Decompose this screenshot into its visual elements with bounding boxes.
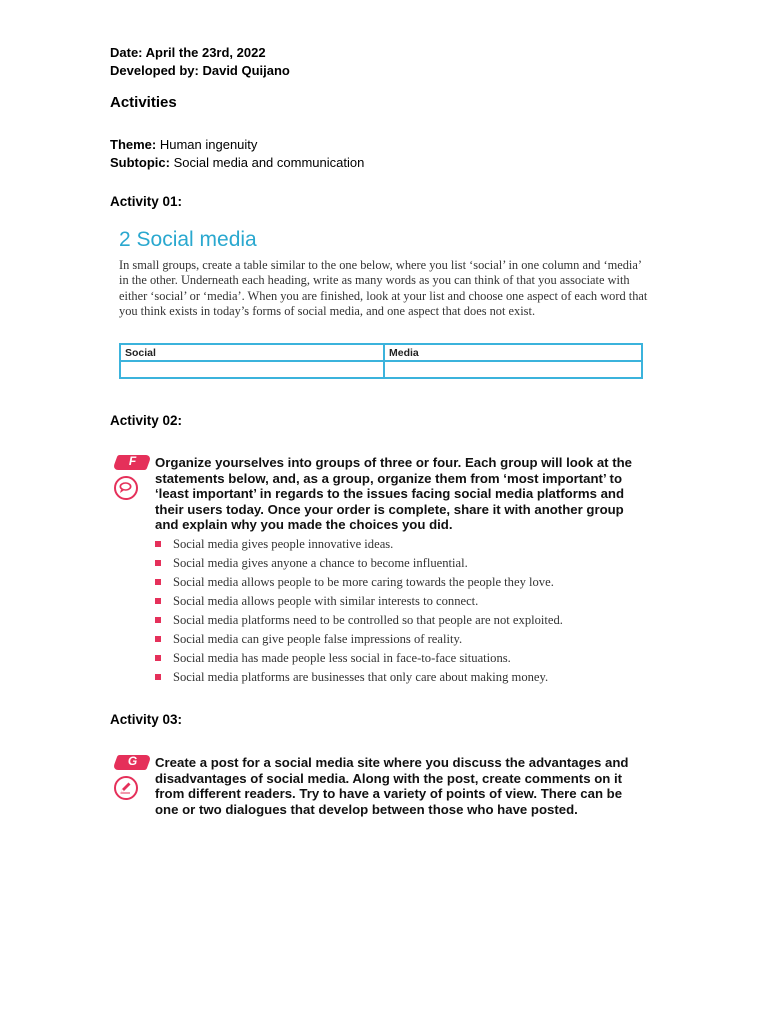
list-item: Social media allows people to be more caring towards the people they love.: [155, 574, 563, 593]
bullet-square-icon: [155, 579, 161, 585]
list-item: Social media allows people with similar interests to connect.: [155, 593, 563, 612]
social-media-table: [119, 343, 643, 379]
bullet-square-icon: [155, 598, 161, 604]
list-item: Social media has made people less social in face-to-face situations.: [155, 650, 563, 669]
social-media-title: 2 Social media: [119, 228, 257, 251]
list-item: Social media gives anyone a chance to become influential.: [155, 555, 563, 574]
activity-f-badge: [112, 455, 151, 470]
bullet-square-icon: [155, 636, 161, 642]
table-header-row: [120, 344, 642, 361]
table-header-media: Media: [384, 344, 642, 361]
subtopic-value: Social media and communication: [173, 155, 365, 170]
activity-03-instructions: Create a post for a social media site where you discuss the advantages and disadvantages of social media. Along with the post, create comments on it from different readers. Try to have a variety of points of view. There can be one or two dialogues that develop between those who have posted.: [155, 755, 629, 817]
activity-01-heading: Activity 01:: [110, 194, 183, 209]
bullet-square-icon: [155, 541, 161, 547]
subtopic-line: [110, 154, 364, 171]
badge-letter-f: F: [128, 454, 137, 468]
theme-value: Human ingenuity: [159, 137, 258, 152]
activity-01-body: In small groups, create a table similar to the one below, where you list ‘social’ in one column and ‘media’ in the other. Underneath each heading, write as many words as you can think of that you associate with either ‘social’ or ‘media’. When you are finished, look at your list and choose one aspect of each word that you think exists in today’s forms of social media, and one aspect that does not exist.: [119, 258, 648, 319]
bullet-square-icon: [155, 674, 161, 680]
badge-letter-g: G: [127, 754, 138, 768]
date-line: Date: April the 23rd, 2022: [110, 45, 266, 60]
table-row: [120, 361, 642, 378]
bullet-square-icon: [155, 560, 161, 566]
table-cell-empty: [120, 361, 384, 378]
activities-title: Activities: [110, 94, 177, 111]
table-cell-empty: [384, 361, 642, 378]
speech-bubble-icon: [114, 476, 138, 500]
list-item: Social media gives people innovative ideas.: [155, 536, 563, 555]
list-item: Social media can give people false impressions of reality.: [155, 631, 563, 650]
activity-02-instructions: Organize yourselves into groups of three or four. Each group will look at the statements below, and, as a group, organize them from ‘most important’ to ‘least important’ in regards to the issues facing social media platforms and their users today. Once your order is complete, share it with another group and explain why you made the choices you did.: [155, 455, 633, 532]
list-item: Social media platforms need to be controlled so that people are not exploited.: [155, 612, 563, 631]
list-item: Social media platforms are businesses that only care about making money.: [155, 669, 563, 688]
pencil-icon: [114, 776, 138, 800]
theme-line: [110, 136, 257, 153]
bullet-square-icon: [155, 617, 161, 623]
statement-list: [155, 536, 563, 688]
table-header-social: Social: [120, 344, 384, 361]
activity-03-heading: Activity 03:: [110, 712, 183, 727]
subtopic-label: Subtopic:: [110, 155, 170, 170]
bullet-square-icon: [155, 655, 161, 661]
activity-02-heading: Activity 02:: [110, 413, 183, 428]
theme-label: Theme:: [110, 137, 157, 152]
developer-line: Developed by: David Quijano: [110, 63, 290, 78]
activity-g-badge: [112, 755, 151, 770]
